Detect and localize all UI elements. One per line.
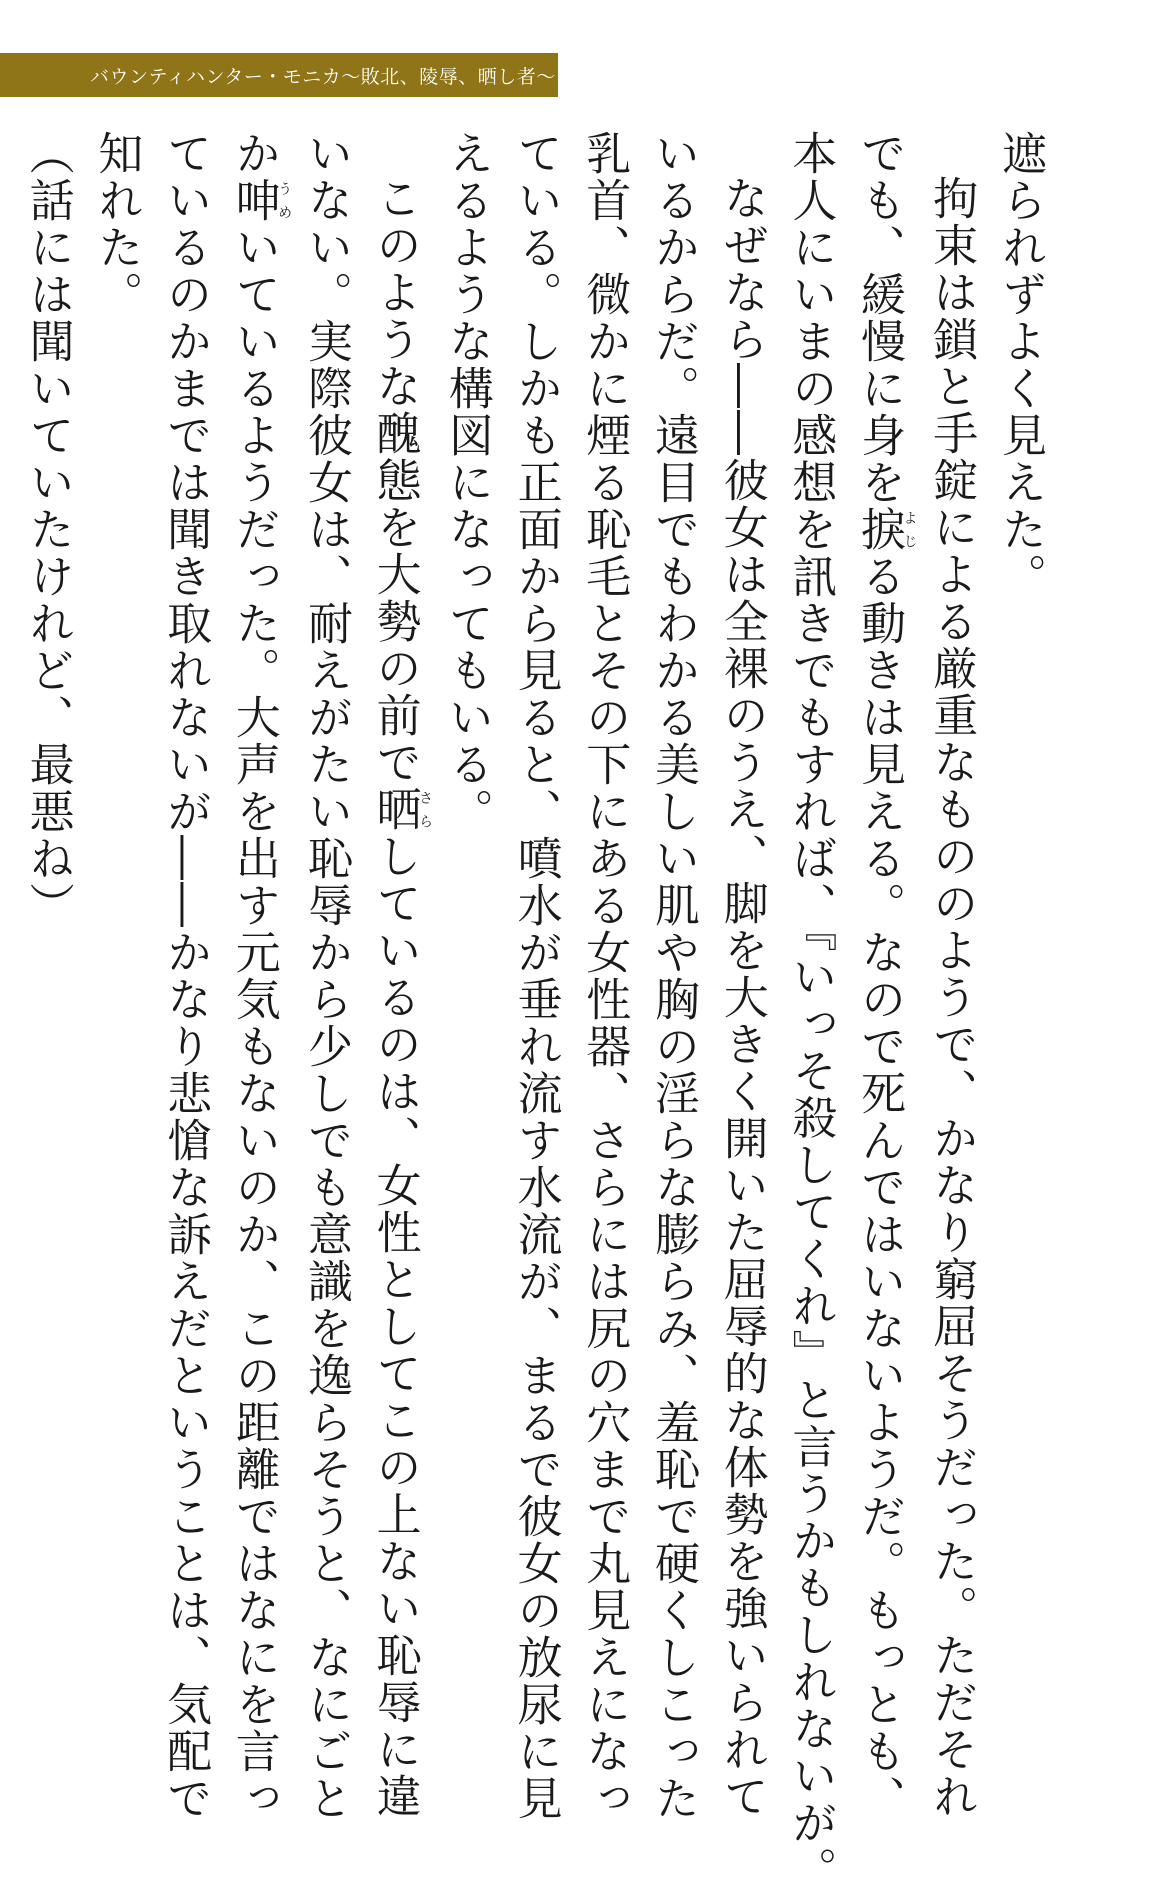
text-line: 遮られずよく見えた。: [994, 130, 1047, 600]
ruby-word: 呻うめ: [227, 177, 293, 224]
text-line: ているのかまでは聞き取れないが――かなり悲愴な訴えだということは、気配で: [159, 130, 213, 1822]
text-line: 拘束は鎖と手錠による厳重なもののようで、かなり窮屈そうだった。ただそれ: [925, 175, 979, 1820]
ruby-word: 晒さら: [368, 786, 434, 833]
text-line: 乳首、微かに煙る恥毛とその下にある女性器、さらには尻の穴まで丸見えになっ: [578, 130, 632, 1822]
text-line-with-ruby: か呻うめいているようだった。大声を出す元気もないのか、この距離ではなにを言っ: [227, 130, 293, 1822]
novel-body-text: [13, 130, 1054, 1894]
text-line: （話には聞いていたけれど、最悪ね）: [21, 130, 75, 929]
text-line: 知れた。: [90, 130, 144, 318]
text-line: なぜなら――彼女は全裸のうえ、脚を大きく開いた屈辱的な体勢を強いられて: [715, 175, 769, 1820]
ruby-word: 捩よじ: [853, 506, 918, 553]
text-line-with-ruby: でも、緩慢に身を捩よじる動きは見える。なので死んではいないようだ。もっとも、: [853, 130, 918, 1822]
text-line: いない。実際彼女は、耐えがたい恥辱から少しでも意識を逸らそうと、なにごと: [299, 130, 353, 1822]
running-header-band: [0, 53, 558, 97]
text-line: いるからだ。遠目でもわかる美しい肌や胸の淫らな膨らみ、羞恥で硬くしこった: [646, 130, 700, 1822]
text-line-with-ruby: このような醜態を大勢の前で晒さらしているのは、女性としてこの上ない恥辱に違: [368, 175, 434, 1820]
text-line: ている。しかも正面から見ると、噴水が垂れ流す水流が、まるで彼女の放尿に見: [509, 130, 563, 1822]
running-header-title: バウンティハンター・モニカ〜敗北、陵辱、晒し者〜: [90, 65, 556, 88]
text-line: えるような構図になってもいる。: [440, 130, 494, 835]
text-line: 本人にいまの感想を訊きでもすれば、『いっそ殺してくれ』と言うかもしれないが。: [784, 130, 838, 1894]
